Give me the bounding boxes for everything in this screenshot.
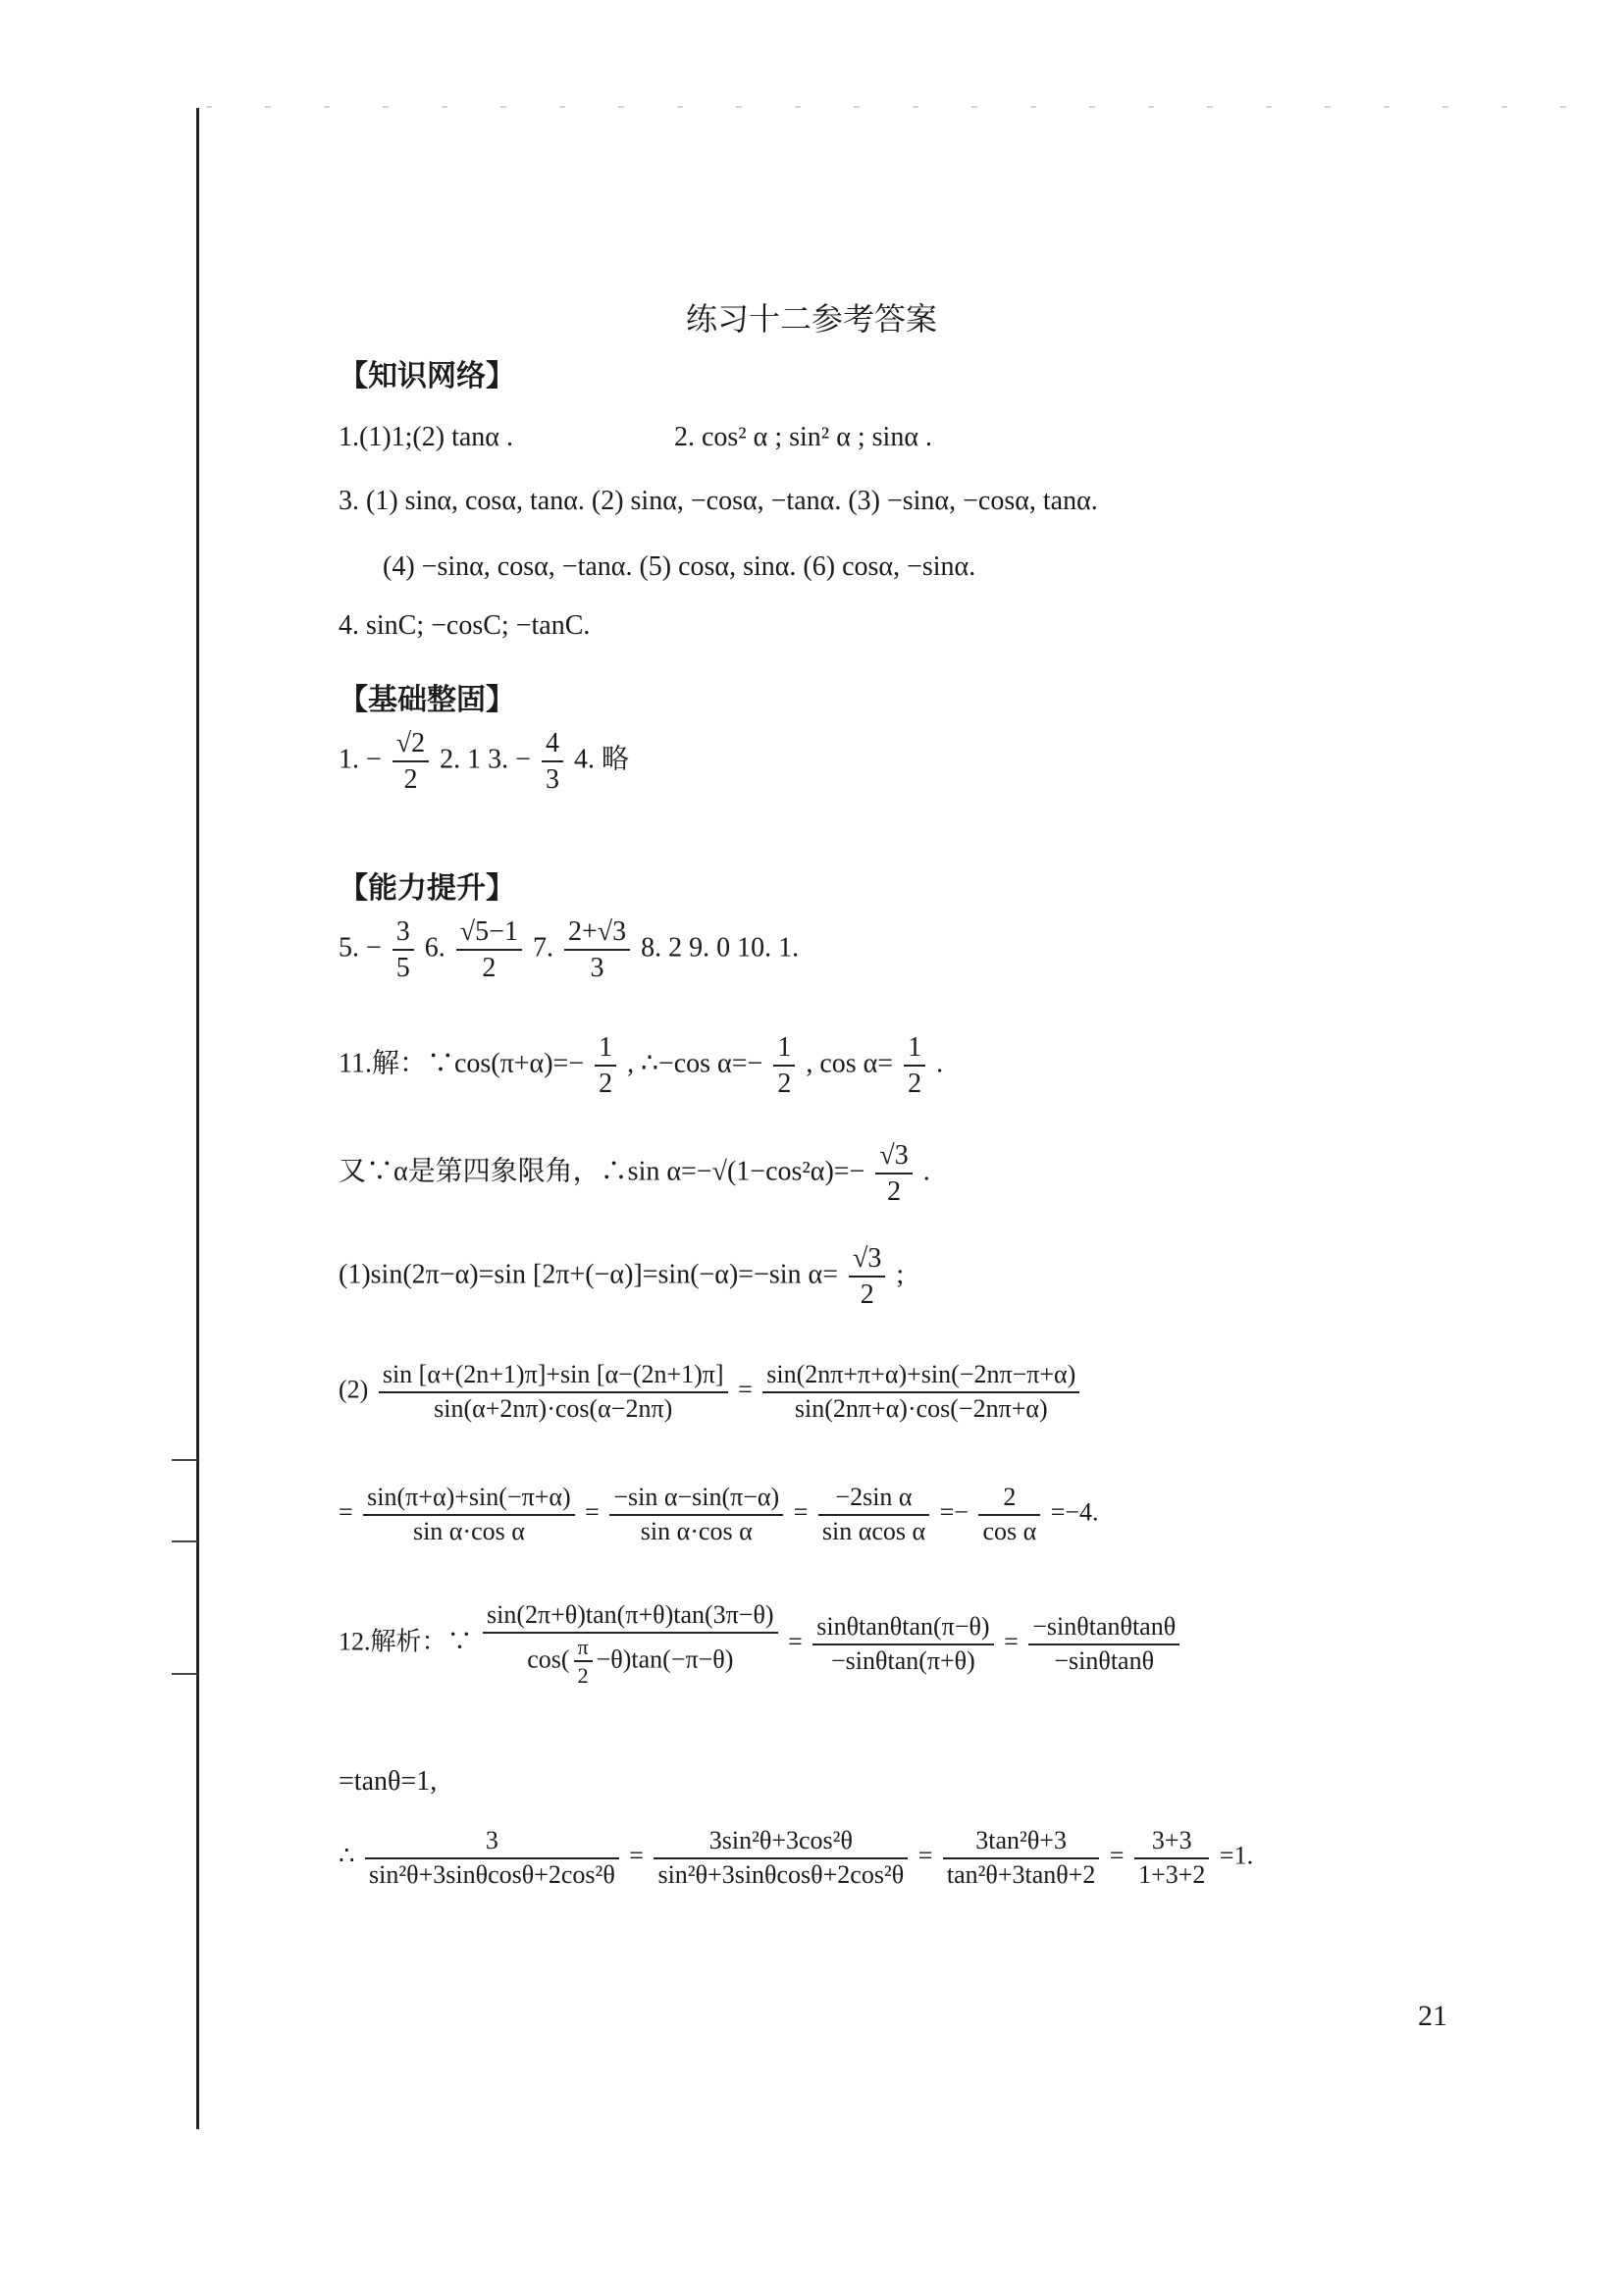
q11-line-2: 又∵α是第四象限角，∴sin α=−√(1−cos²α)=− $\frac{√3}{2}$ .: [339, 1140, 930, 1207]
answer-3: 3. (1) sinα, cosα, tanα. (2) sinα, −cosα, −tanα. (3) −sinα, −cosα, tanα.: [339, 486, 1098, 516]
q12-line-3: ∴ $\frac{3}{\text{sin²θ+3sinθcosθ+2cos²θ}}$ = $\frac{\text{3sin²θ+3cos²θ}}{\text{sin²θ+3sinθcosθ+2cos²θ}}$ = $\frac{\text{3tan²θ+3}}{\text{tan²θ+3tanθ+2}}$ = $\frac{3+3}{1+3+2}$ =1.: [339, 1825, 1253, 1891]
fraction: $\frac{2+√3}{3}$: [564, 914, 630, 985]
ability-answers: [339, 914, 799, 985]
fraction: $\frac{√3}{2}$: [875, 1138, 912, 1209]
fraction: $\frac{-\sin\theta\tan\theta\tan\theta}{-\sin\theta\tan\theta}$: [1028, 1611, 1179, 1677]
margin-tick: [172, 1459, 197, 1461]
ability-q6: 6.: [424, 932, 445, 964]
fraction: $\frac{√2}{2}$: [393, 726, 429, 797]
section-heading: 【能力提升】: [339, 871, 515, 906]
page-number: 21: [1418, 2000, 1447, 2032]
basic-q1: 1. −: [339, 744, 382, 775]
fraction: $\frac{3}{5}$: [393, 914, 414, 985]
answer-4: 4. sinC; −cosC; −tanC.: [339, 610, 591, 641]
basic-answers: [339, 726, 629, 797]
fraction: $\frac{2}{\text{cos α}}$: [978, 1482, 1040, 1547]
basic-q2-q3: 2. 1 3. −: [440, 744, 531, 775]
ability-q7: 7.: [532, 932, 553, 964]
answer-1: 1.(1)1;(2) tanα .: [339, 422, 513, 452]
ability-q5: 5. −: [339, 932, 382, 964]
fraction: $\frac{4}{3}$: [542, 726, 563, 797]
q11-part-2: (2) $\frac{\sin [\alpha+(2n+1)\pi]+\sin [\alpha-(2n+1)\pi]}{\sin(\alpha+2n\pi)\cdot\cos(\alpha-2n\pi)}$ = $\frac{\sin(2n\pi+\pi+\alpha)+\sin(-2n\pi-\pi+\alpha)}{\sin(2n\pi+\alpha)\cdot\cos(-2n\pi+\alpha)}$: [339, 1359, 1083, 1425]
fraction: $\frac{\text{−2sin α}}{\text{sin αcos α}}$: [818, 1482, 929, 1547]
fraction: $\frac{\text{−sin α−sin(π−α)}}{\text{sin α·cos α}}$: [609, 1482, 783, 1547]
answer-line: [339, 422, 932, 453]
q11-part-1: (1)sin(2π−α)=sin [2π+(−α)]=sin(−α)=−sin α= $\frac{√3}{2}$ ;: [339, 1243, 905, 1310]
margin-tick: [172, 1673, 197, 1675]
q12-line-2: =tanθ=1,: [339, 1766, 438, 1797]
fraction: $\frac{\sin [\alpha+(2n+1)\pi]+\sin [\alpha-(2n+1)\pi]}{\sin(\alpha+2n\pi)\cdot\cos(\alpha-2n\pi)}$: [379, 1359, 728, 1425]
section-heading: 【基础整固】: [339, 683, 515, 717]
fraction: $\frac{√3}{2}$: [849, 1241, 885, 1312]
q11-line-1: 11.解：∵cos(π+α)=− $\frac{1}{2}$ , ∴−cos α=− $\frac{1}{2}$ , cos α= $\frac{1}{2}$ .: [339, 1032, 944, 1099]
q11-part-2-cont: = $\frac{\sin(\pi+\alpha)+\sin(-\pi+\alpha)}{\text{sin α·cos α}}$ = $\frac{\text{−sin α−sin(π−α)}}{\text{sin α·cos α}}$ = $\frac{\text{−2sin α}}{\text{sin αcos α}}$ =− $\frac{2}{\text{cos α}}$ =−4.: [339, 1482, 1099, 1547]
fraction: $\frac{\sin(2n\pi+\pi+\alpha)+\sin(-2n\pi-\pi+\alpha)}{\sin(2n\pi+\alpha)\cdot\cos(-2n\pi+\alpha)}$: [762, 1359, 1079, 1425]
fraction: $\frac{1}{2}$: [773, 1030, 795, 1101]
basic-q4: 4. 略: [573, 744, 629, 775]
section-heading: 【知识网络】: [339, 359, 515, 393]
ability-q8-q10: 8. 2 9. 0 10. 1.: [641, 932, 800, 964]
fraction: $\frac{3+3}{1+3+2}$: [1134, 1825, 1209, 1891]
fraction: sin(2π+θ)tan(π+θ)tan(3π−θ) cos( $\frac{\pi}{2}$ −θ)tan(−π−θ): [483, 1599, 778, 1690]
answer-3-cont: (4) −sinα, cosα, −tanα. (5) cosα, sinα. (6) cosα, −sinα.: [383, 551, 976, 582]
q12-line-1: 12.解析：∵ sin(2π+θ)tan(π+θ)tan(3π−θ) cos( $\frac{\pi}{2}$ −θ)tan(−π−θ) = $\frac{\sin\theta\tan\theta\tan(\pi-\theta)}{-\sin\theta\tan(\pi+\theta)}$ = $\frac{-\sin\theta\tan\theta\tan\theta}{-\sin\theta\tan\theta}$: [339, 1599, 1183, 1690]
fraction: $\frac{\sin(\pi+\alpha)+\sin(-\pi+\alpha)}{\text{sin α·cos α}}$: [363, 1482, 574, 1547]
fraction: $\frac{1}{2}$: [595, 1030, 616, 1101]
fraction: $\frac{\sin\theta\tan\theta\tan(\pi-\theta)}{-\sin\theta\tan(\pi+\theta)}$: [812, 1611, 993, 1677]
fraction: $\frac{√5-1}{2}$: [456, 914, 522, 985]
page-title: 练习十二参考答案: [685, 300, 937, 338]
fraction: $\frac{\text{3sin²θ+3cos²θ}}{\text{sin²θ+3sinθcosθ+2cos²θ}}$: [654, 1825, 908, 1891]
answer-2: 2. cos² α ; sin² α ; sinα .: [673, 422, 932, 452]
fraction: $\frac{\text{3tan²θ+3}}{\text{tan²θ+3tanθ+2}}$: [943, 1825, 1100, 1891]
margin-tick: [172, 1540, 197, 1542]
fraction: $\frac{\pi}{2}$: [574, 1634, 593, 1690]
fraction: $\frac{3}{\text{sin²θ+3sinθcosθ+2cos²θ}}$: [365, 1825, 619, 1891]
scan-noise: [206, 106, 1580, 108]
fraction: $\frac{1}{2}$: [904, 1030, 925, 1101]
binding-edge: [196, 108, 199, 2129]
